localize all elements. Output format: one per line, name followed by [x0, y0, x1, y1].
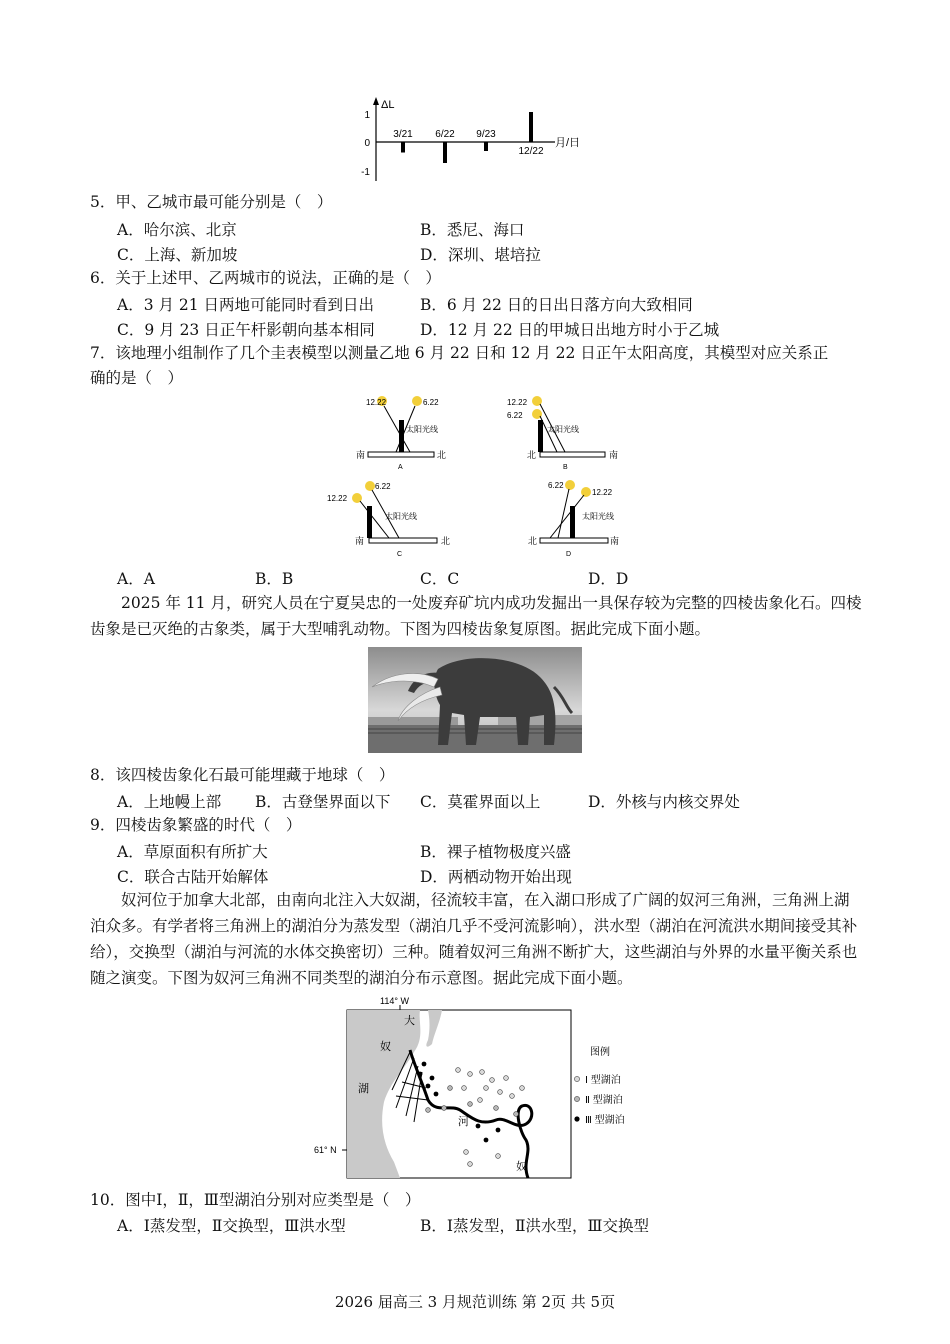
lake-char-3: 湖 — [358, 1083, 369, 1095]
panel-letter: A — [398, 464, 403, 471]
panel-letter: D — [566, 551, 572, 558]
north-label: 北 — [437, 450, 447, 460]
map-legend — [574, 1045, 624, 1126]
q7-stem-line1: 7．该地理小组制作了几个圭表模型以测量乙地 6 月 22 日和 12 月 22 日正午太阳高度，其模型对应关系正 — [90, 344, 829, 362]
q7-option-c: C．C — [420, 570, 460, 588]
gnomon-base — [540, 452, 605, 457]
delta-l-chart — [355, 95, 595, 185]
latitude-label: 61° N — [314, 1145, 337, 1155]
sun-jun-icon — [565, 480, 575, 490]
gnomon-base — [369, 538, 437, 543]
q5-option-d: D．深圳、堪培拉 — [420, 246, 541, 264]
legend-type-1-icon — [574, 1076, 579, 1081]
gnomon-pole — [399, 420, 404, 452]
sunlight-label: 太阳光线 — [385, 512, 417, 521]
q6-option-a: A．3 月 21 日两地可能同时看到日出 — [117, 296, 375, 314]
q7-option-b: B．B — [255, 570, 294, 588]
gnomon-pole — [570, 506, 575, 538]
panel-letter: B — [563, 464, 568, 471]
gnomon-base — [368, 452, 434, 457]
q10-stem: 10．图中Ⅰ，Ⅱ，Ⅲ型湖泊分别对应类型是（ ） — [90, 1191, 421, 1209]
jun-label: 6.22 — [507, 411, 523, 420]
q8-option-a: A．上地幔上部 — [117, 793, 222, 811]
q9-option-b: B．裸子植物极度兴盛 — [420, 843, 571, 861]
river-char-1: 河 — [458, 1116, 469, 1128]
legend-title: 图例 — [590, 1047, 610, 1058]
dec-label: 12.22 — [507, 398, 528, 407]
dec-label: 12.22 — [592, 488, 613, 497]
river-char-2: 奴 — [516, 1161, 527, 1173]
x-axis-label: 月/日 — [555, 137, 581, 149]
q7-option-d: D．D — [588, 570, 629, 588]
legend-type-1: Ⅰ 型湖泊 — [585, 1075, 621, 1086]
bar-3-21 — [401, 142, 405, 153]
dec-label: 12.22 — [366, 398, 387, 407]
legend-type-2-icon — [574, 1096, 579, 1101]
q7-stem-line2: 确的是（ ） — [90, 369, 184, 387]
gnomon-panel-d — [520, 476, 650, 561]
q8-option-c: C．莫霍界面以上 — [420, 793, 541, 811]
bar-6-22 — [443, 142, 447, 163]
gnomon-panel-a — [340, 392, 460, 472]
q6-option-c: C．9 月 23 日正午杆影朝向基本相同 — [117, 321, 375, 339]
gnomon-panel-c — [325, 476, 460, 561]
dec-label: 12.22 — [327, 494, 348, 503]
sun-jun-icon — [412, 396, 422, 406]
jun-label: 6.22 — [375, 482, 391, 491]
jun-label: 6.22 — [423, 398, 439, 407]
lake-char-1: 大 — [404, 1015, 415, 1027]
q6-option-b: B．6 月 22 日的日出日落方向大致相同 — [420, 296, 693, 314]
north-label: 北 — [527, 450, 537, 460]
sunlight-label: 太阳光线 — [547, 425, 579, 434]
y-tick-zero: 0 — [364, 138, 370, 149]
x-tick-label: 3/21 — [393, 129, 413, 140]
passage-slave-river: 奴河位于加拿大北部，由南向北注入大奴湖，径流较丰富，在入湖口形成了广阔的奴河三角洲，三角洲上湖泊众多。有学者将三角洲上的湖泊分为蒸发型（湖泊几乎不受河流影响），洪水型（湖泊在河流洪水期间接受其补给），交换型（湖泊与河流的水体交换密切）三种。随着奴河三角洲不断扩大，这些湖泊与外界的水量平衡关系也随之演变。下图为奴河三角洲不同类型的湖泊分布示意图。据此完成下面小题。 — [90, 891, 858, 987]
y-axis-label: ΔL — [381, 99, 395, 111]
sunlight-label: 太阳光线 — [406, 425, 438, 434]
gnomon-pole — [538, 420, 543, 452]
sun-dec-icon — [581, 487, 591, 497]
south-label: 南 — [356, 450, 366, 460]
gnomon-base — [540, 538, 608, 543]
jun-label: 6.22 — [548, 481, 564, 490]
x-tick-label: 9/23 — [476, 129, 496, 140]
passage-mastodon: 2025 年 11 月，研究人员在宁夏吴忠的一处废弃矿坑内成功发掘出一具保存较为完整的四棱齿象化石。四棱齿象是已灭绝的古象类，属于大型哺乳动物。下图为四棱齿象复原图。据此完成下面小题。 — [90, 594, 862, 638]
q5-option-c: C．上海、新加坡 — [117, 246, 238, 264]
q8-stem: 8．该四棱齿象化石最可能埋藏于地球（ ） — [90, 766, 395, 784]
sunlight-label: 太阳光线 — [582, 512, 614, 521]
q5-option-a: A．哈尔滨、北京 — [117, 221, 237, 239]
north-label: 北 — [441, 536, 451, 546]
mastodon-photo — [368, 647, 582, 753]
south-label: 南 — [609, 450, 619, 460]
q8-option-b: B．古登堡界面以下 — [255, 793, 391, 811]
y-tick-bottom: -1 — [361, 167, 370, 178]
y-tick-top: 1 — [364, 110, 370, 121]
bar-12-22 — [529, 112, 533, 142]
q7-option-a: A．A — [117, 570, 155, 588]
legend-type-2: Ⅱ 型湖泊 — [585, 1095, 623, 1106]
q9-option-a: A．草原面积有所扩大 — [117, 843, 268, 861]
q10-option-a: A．Ⅰ蒸发型，Ⅱ交换型，Ⅲ洪水型 — [117, 1217, 346, 1235]
south-label: 南 — [610, 536, 620, 546]
panel-letter: C — [397, 551, 403, 558]
bar-9-23 — [484, 142, 488, 151]
gnomon-pole — [367, 506, 372, 538]
q10-option-b: B．Ⅰ蒸发型，Ⅱ洪水型，Ⅲ交换型 — [420, 1217, 649, 1235]
south-label: 南 — [355, 536, 365, 546]
y-axis-arrow-icon — [373, 97, 379, 105]
legend-type-3-icon — [574, 1116, 579, 1121]
slave-delta-map — [310, 992, 660, 1187]
gnomon-panel-b — [505, 392, 630, 472]
page-footer: 2026 届高三 3 月规范训练 第 2页 共 5页 — [334, 1293, 616, 1311]
q5-stem: 5．甲、乙城市最可能分别是（ ） — [90, 193, 333, 211]
q5-option-b: B．悉尼、海口 — [420, 221, 525, 239]
x-tick-label: 6/22 — [435, 129, 455, 140]
legend-type-3: Ⅲ 型湖泊 — [585, 1115, 625, 1126]
sun-jun-icon — [365, 481, 375, 491]
q9-option-c: C．联合古陆开始解体 — [117, 868, 269, 886]
q9-option-d: D．两栖动物开始出现 — [420, 868, 572, 886]
north-label: 北 — [528, 536, 538, 546]
q9-stem: 9．四棱齿象繁盛的时代（ ） — [90, 816, 302, 834]
q6-option-d: D．12 月 22 日的甲城日出地方时小于乙城 — [420, 321, 720, 339]
longitude-label: 114° W — [380, 996, 409, 1006]
lake-char-2: 奴 — [380, 1041, 391, 1053]
x-tick-label: 12/22 — [518, 146, 544, 157]
q8-option-d: D．外核与内核交界处 — [588, 793, 740, 811]
q6-stem: 6．关于上述甲、乙两城市的说法，正确的是（ ） — [90, 269, 441, 287]
